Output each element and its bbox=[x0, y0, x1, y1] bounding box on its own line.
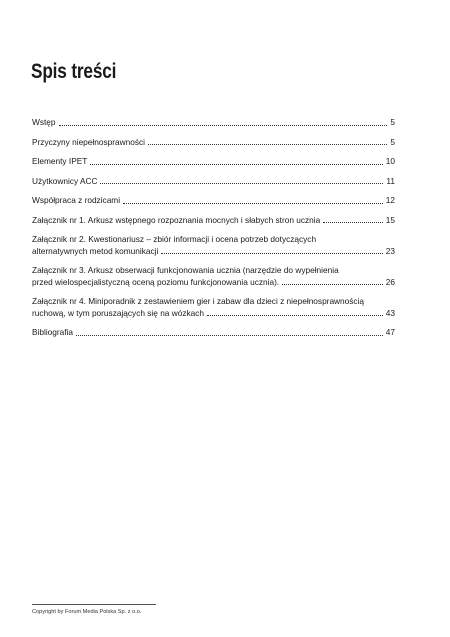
toc-entry-page: 15 bbox=[385, 214, 395, 225]
toc-entry-page: 26 bbox=[385, 276, 395, 287]
toc-entry-page: 12 bbox=[385, 195, 395, 205]
toc-leader bbox=[207, 315, 383, 316]
footer-divider bbox=[32, 604, 156, 605]
toc-entry-title-line1: Załącznik nr 2. Kwestionariusz – zbiór informacji i ocena potrzeb dotyczących bbox=[32, 234, 317, 244]
toc-entry-title: Przyczyny niepełnosprawności bbox=[32, 136, 145, 147]
copyright-footer: Copyright by Forum Media Polska Sp. z o.o. bbox=[32, 609, 142, 615]
toc-entry-title-line2: alternatywnych metod komunikacji bbox=[32, 245, 159, 256]
toc-entry-title-line2: przed wielospecjalistyczną oceną poziomu funkcjonowania ucznia). bbox=[32, 276, 280, 287]
toc-leader bbox=[76, 335, 383, 336]
toc-entry-title: Elementy IPET bbox=[32, 156, 88, 166]
toc-entry-page: 5 bbox=[390, 136, 395, 147]
toc-entry-page: 10 bbox=[385, 156, 395, 166]
toc-entry-title: Współpraca z rodzicami bbox=[32, 195, 121, 205]
toc-entry-page: 11 bbox=[386, 175, 395, 186]
toc-entry-zalacznik-3[interactable] bbox=[32, 265, 395, 288]
toc-entry-zalacznik-2[interactable] bbox=[32, 234, 395, 257]
toc-entry-title-line1: Załącznik nr 3. Arkusz obserwacji funkcjonowania ucznia (narzędzie do wypełnienia bbox=[32, 265, 339, 275]
toc-entry-page: 5 bbox=[390, 117, 395, 127]
toc-entry-title: Bibliografia bbox=[32, 327, 74, 337]
table-of-contents bbox=[32, 117, 395, 339]
toc-entry-page: 43 bbox=[385, 307, 395, 318]
toc-leader bbox=[161, 253, 382, 254]
toc-leader bbox=[123, 203, 383, 204]
toc-entry-title-line2: ruchową, w tym poruszających się na wózkach bbox=[32, 307, 205, 318]
toc-leader bbox=[90, 164, 382, 165]
toc-leader bbox=[59, 125, 388, 126]
toc-entry-page: 23 bbox=[385, 245, 395, 256]
toc-entry-uzytkownicy-acc[interactable] bbox=[32, 176, 395, 188]
toc-entry-wstep[interactable] bbox=[32, 117, 395, 129]
toc-entry-wspolpraca[interactable] bbox=[32, 195, 395, 207]
toc-leader bbox=[323, 222, 383, 223]
toc-entry-page: 47 bbox=[385, 327, 395, 337]
toc-entry-title: Użytkownicy ACC bbox=[32, 175, 98, 186]
toc-entry-title: Wstęp bbox=[32, 117, 56, 127]
toc-leader bbox=[100, 183, 383, 184]
toc-entry-elementy-ipet[interactable] bbox=[32, 156, 395, 168]
toc-entry-title-line1: Załącznik nr 4. Miniporadnik z zestawieniem gier i zabaw dla dzieci z niepełnosprawnością bbox=[32, 296, 365, 306]
toc-entry-zalacznik-4[interactable] bbox=[32, 296, 395, 319]
toc-entry-zalacznik-1[interactable] bbox=[32, 215, 395, 227]
page-title: Spis treści bbox=[31, 60, 117, 83]
toc-leader bbox=[282, 284, 383, 285]
toc-entry-przyczyny[interactable] bbox=[32, 137, 395, 149]
toc-entry-bibliografia[interactable] bbox=[32, 327, 395, 339]
toc-entry-title: Załącznik nr 1. Arkusz wstępnego rozpoznania mocnych i słabych stron ucznia bbox=[32, 214, 321, 225]
toc-leader bbox=[148, 144, 387, 145]
